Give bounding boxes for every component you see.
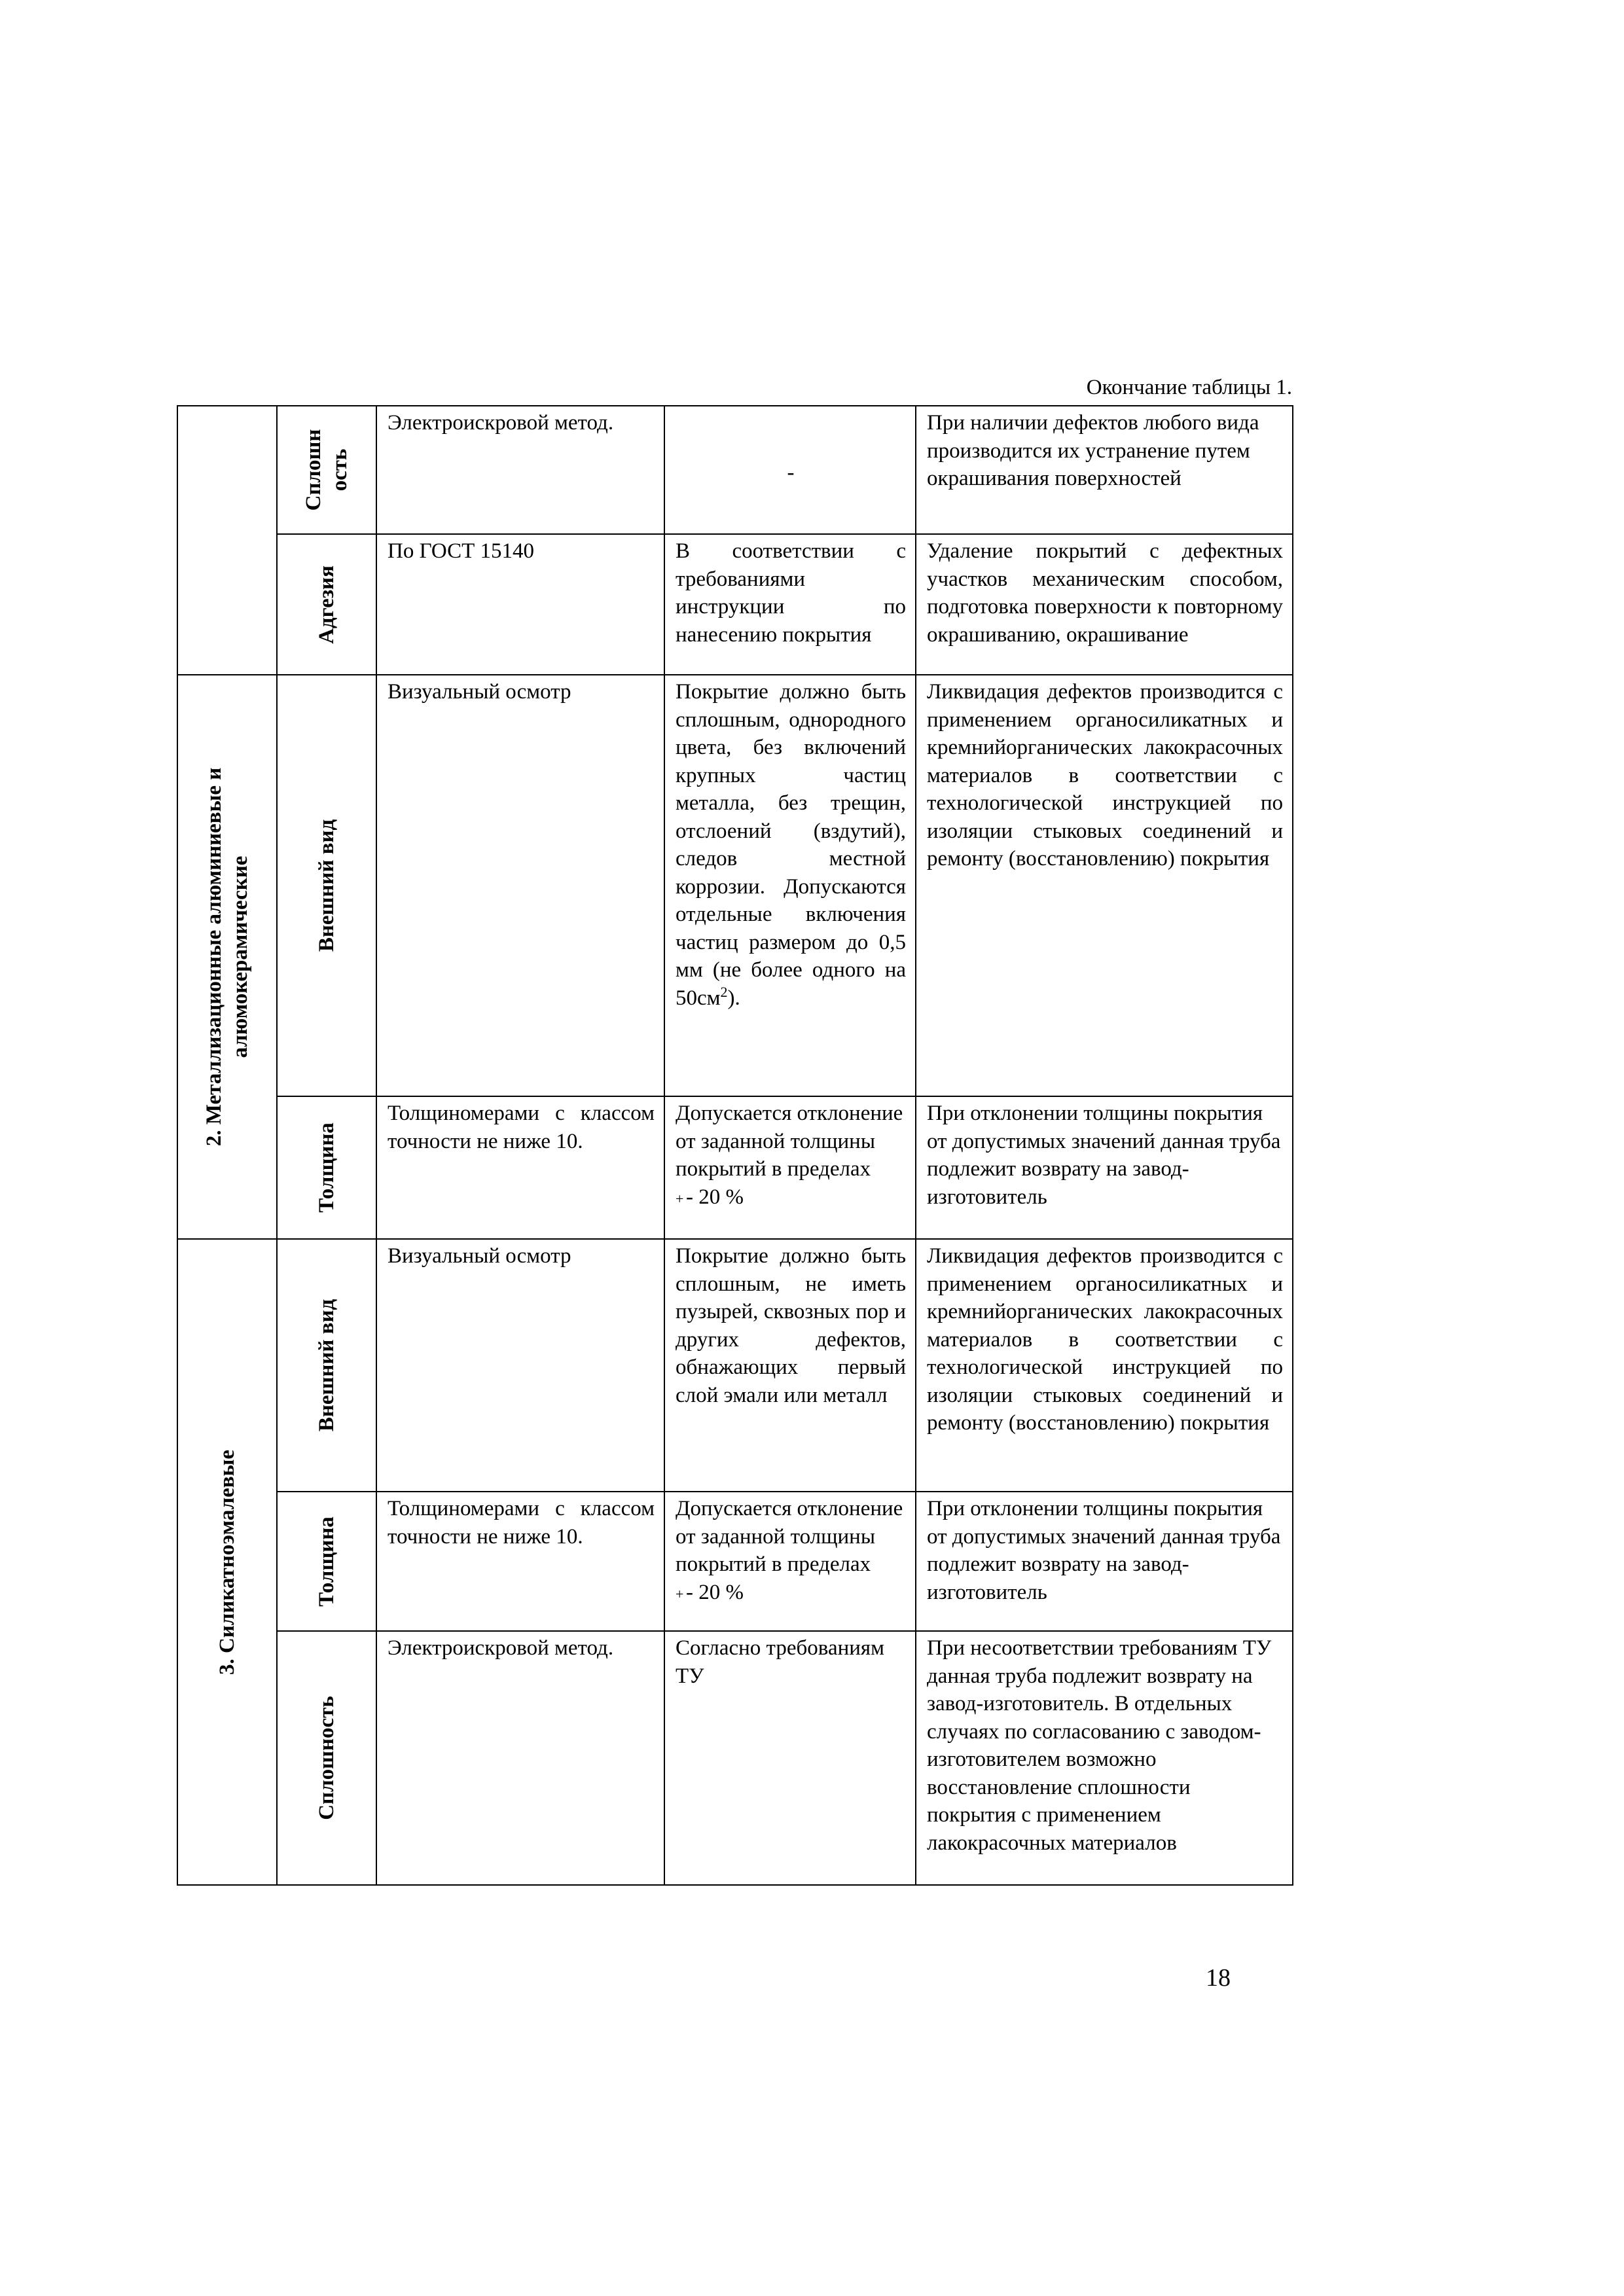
requirement-cell: Допускается отклонение от заданной толщины покрытий в пределах + - 20 % xyxy=(664,1492,916,1631)
table-row xyxy=(177,675,1293,1096)
param-label: Сплошность xyxy=(315,1696,338,1820)
param-label: Внешний вид xyxy=(315,819,338,952)
group-label: 3. Силикатноэмалевые xyxy=(215,1449,239,1675)
table-row xyxy=(177,1492,1293,1631)
requirement-cell: В соответствии с требованиями инструкции по нанесению покрытия xyxy=(664,534,916,675)
param-cell xyxy=(277,675,376,1096)
method-cell: Толщиномерами с классом точности не ниже 10. xyxy=(376,1096,664,1239)
method-cell: Визуальный осмотр xyxy=(376,675,664,1096)
table-row xyxy=(177,1239,1293,1492)
param-cell xyxy=(277,1096,376,1239)
action-cell: Ликвидация дефектов производится с применением органосиликатных и кремнийорганических лакокрасочных материалов в соответствии с технологической инструкцией по изоляции стыковых соединений и ремонту (восстановлению) покрытия xyxy=(916,675,1293,1096)
requirement-cell: Покрытие должно быть сплошным, однородного цвета, без включений крупных частиц металла, без трещин, отслоений (вздутий), следов местной коррозии. Допускаются отдельные включения частиц размером до 0,5 мм (не более одного на $50см^2$). xyxy=(664,675,916,1096)
table-row xyxy=(177,1096,1293,1239)
method-cell: Толщиномерами с классом точности не ниже 10. xyxy=(376,1492,664,1631)
action-cell: При отклонении толщины покрытия от допустимых значений данная труба подлежит возврату на завод-изготовитель xyxy=(916,1492,1293,1631)
requirement-cell: Покрытие должно быть сплошным, не иметь пузырей, сквозных пор и других дефектов, обнажающих первый слой эмали или металл xyxy=(664,1239,916,1492)
requirement-cell: Допускается отклонение от заданной толщины покрытий в пределах + - 20 % xyxy=(664,1096,916,1239)
param-label: Толщина xyxy=(315,1122,338,1213)
action-cell: Ликвидация дефектов производится с применением органосиликатных и кремнийорганических лакокрасочных материалов в соответствии с технологической инструкцией по изоляции стыковых соединений и ремонту (восстановлению) покрытия xyxy=(916,1239,1293,1492)
method-cell: По ГОСТ 15140 xyxy=(376,534,664,675)
page-number: 18 xyxy=(1206,1964,1231,1992)
group-label-cell xyxy=(177,675,277,1239)
param-cell xyxy=(277,534,376,675)
group-label-cell xyxy=(177,1239,277,1885)
action-cell: Удаление покрытий с дефектных участков механическим способом, подготовка поверхности к повторному окрашиванию, окрашивание xyxy=(916,534,1293,675)
param-label: Толщина xyxy=(315,1516,338,1607)
action-cell: При отклонении толщины покрытия от допустимых значений данная труба подлежит возврату на завод-изготовитель xyxy=(916,1096,1293,1239)
param-label: Внешний вид xyxy=(315,1299,338,1432)
requirement-cell: - xyxy=(664,406,916,534)
table-row xyxy=(177,1631,1293,1885)
action-cell: При наличии дефектов любого вида производится их устранение путем окрашивания поверхностей xyxy=(916,406,1293,534)
table-row xyxy=(177,534,1293,675)
method-cell: Электроискровой метод. xyxy=(376,406,664,534)
param-cell xyxy=(277,1492,376,1631)
inspection-table xyxy=(177,405,1293,1886)
param-label: Адгезия xyxy=(315,565,338,644)
method-cell: Электроискровой метод. xyxy=(376,1631,664,1885)
group-label: 2. Металлизационные алюминиевые и алюмокерамические xyxy=(202,767,252,1147)
table-row xyxy=(177,406,1293,534)
param-label: Сплошн ость xyxy=(302,429,352,511)
group-label-cell xyxy=(177,406,277,675)
table-caption: Окончание таблицы 1. xyxy=(1086,376,1292,399)
param-cell xyxy=(277,1631,376,1885)
param-cell xyxy=(277,1239,376,1492)
action-cell: При несоответствии требованиям ТУ данная труба подлежит возврату на завод-изготовитель. В отдельных случаях по согласованию с заводом-изготовителем возможно восстановление сплошности покрытия с применением лакокрасочных материалов xyxy=(916,1631,1293,1885)
requirement-cell: Согласно требованиям ТУ xyxy=(664,1631,916,1885)
param-cell xyxy=(277,406,376,534)
method-cell: Визуальный осмотр xyxy=(376,1239,664,1492)
